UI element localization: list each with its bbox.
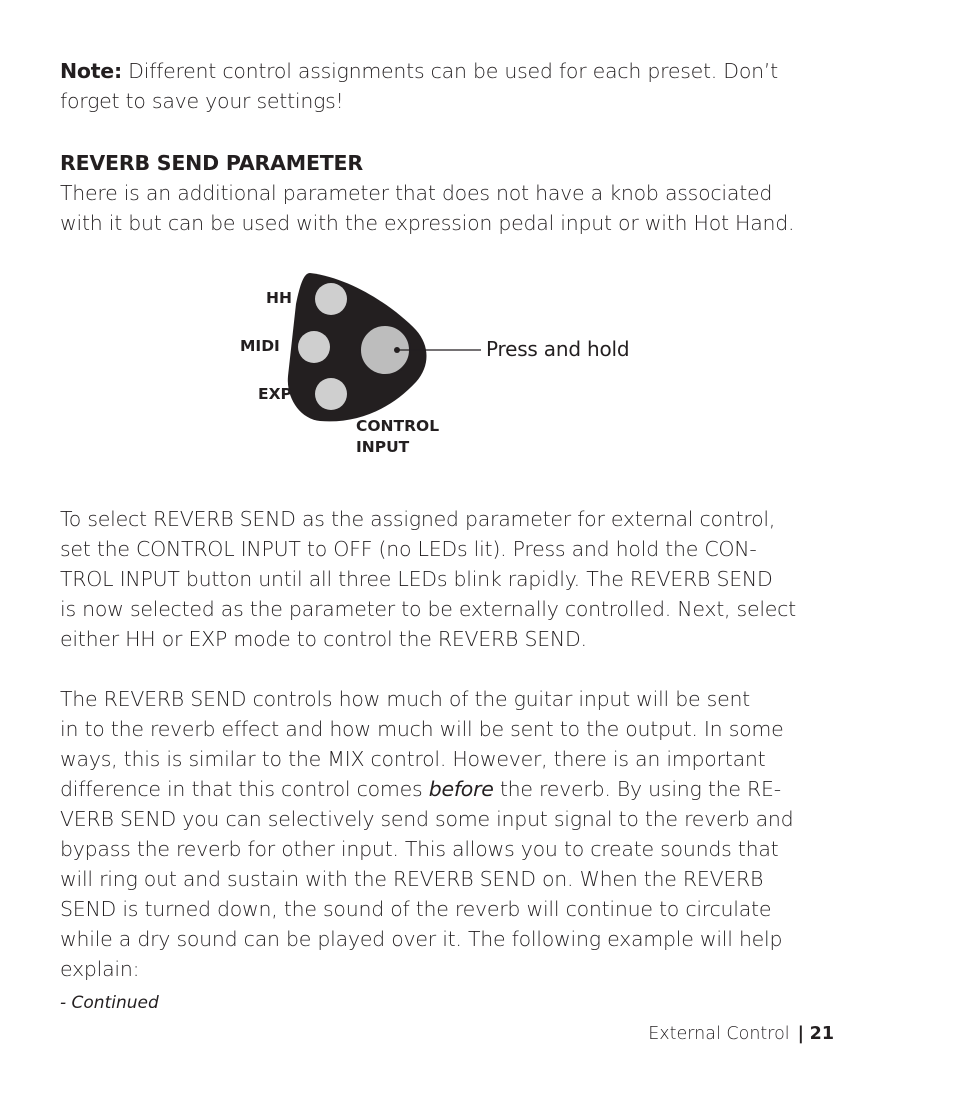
paragraph-reverb-send-explanation [60, 684, 840, 984]
page-content [60, 56, 840, 984]
paragraph-select-reverb-send: To select REVERB SEND as the assigned parameter for external control, set the CONTROL INPUT to OFF (no LEDs lit). Press and hold the CON- TROL INPUT button until all three LEDs blink rapidly. The REVERB SEND is now selected as the parameter to be externally controlled. Next, select either HH or EXP mode to control the REVERB SEND. [60, 507, 796, 651]
control-panel-drawing [60, 268, 840, 476]
control-input-diagram [60, 268, 840, 476]
section-heading: REVERB SEND PARAMETER [60, 151, 363, 175]
paragraph-italic-before: before [428, 777, 494, 801]
paragraph-spacer [60, 654, 840, 684]
page-number: 21 [809, 1024, 834, 1044]
section-intro: There is an additional parameter that does not have a knob associated with it but can be used with the expression pedal input or with Hot Hand. [60, 181, 795, 235]
footer-section-title: External Control [648, 1024, 790, 1044]
exp-label: EXP [258, 385, 292, 403]
callout-dot [394, 347, 400, 353]
page-footer [648, 1024, 834, 1044]
exp-led [315, 378, 347, 410]
note-label: Note: [60, 59, 122, 83]
midi-led [298, 331, 330, 363]
continued-note: - Continued [60, 993, 159, 1013]
control-input-label-line1: CONTROL [356, 417, 440, 435]
control-input-label [356, 416, 439, 458]
note-text: Different control assignments can be used for each preset. Don’t forget to save your settings! [60, 59, 778, 113]
hh-led [315, 283, 347, 315]
paragraph-part-2: the reverb. By using the RE- VERB SEND you can selectively send some input signal to the reverb and bypass the reverb for other input. This allows you to create sounds that will ring out and sustain with the REVERB SEND on. When the REVERB SEND is turned down, the sound of the reverb will continue to circulate while a dry sound can be played over it. The following example will help explain: [60, 777, 794, 981]
midi-label: MIDI [240, 337, 280, 355]
control-input-label-line2: INPUT [356, 438, 410, 456]
hh-label: HH [266, 289, 292, 307]
note-paragraph [60, 56, 840, 116]
footer-separator: | [797, 1024, 805, 1044]
paragraph-part-1: The REVERB SEND controls how much of the guitar input will be sent in to the reverb effect and how much will be sent to the output. In some ways, this is similar to the MIX control. However, there is an important difference in that this control comes [60, 687, 784, 801]
press-and-hold-callout: Press and hold [486, 337, 630, 361]
